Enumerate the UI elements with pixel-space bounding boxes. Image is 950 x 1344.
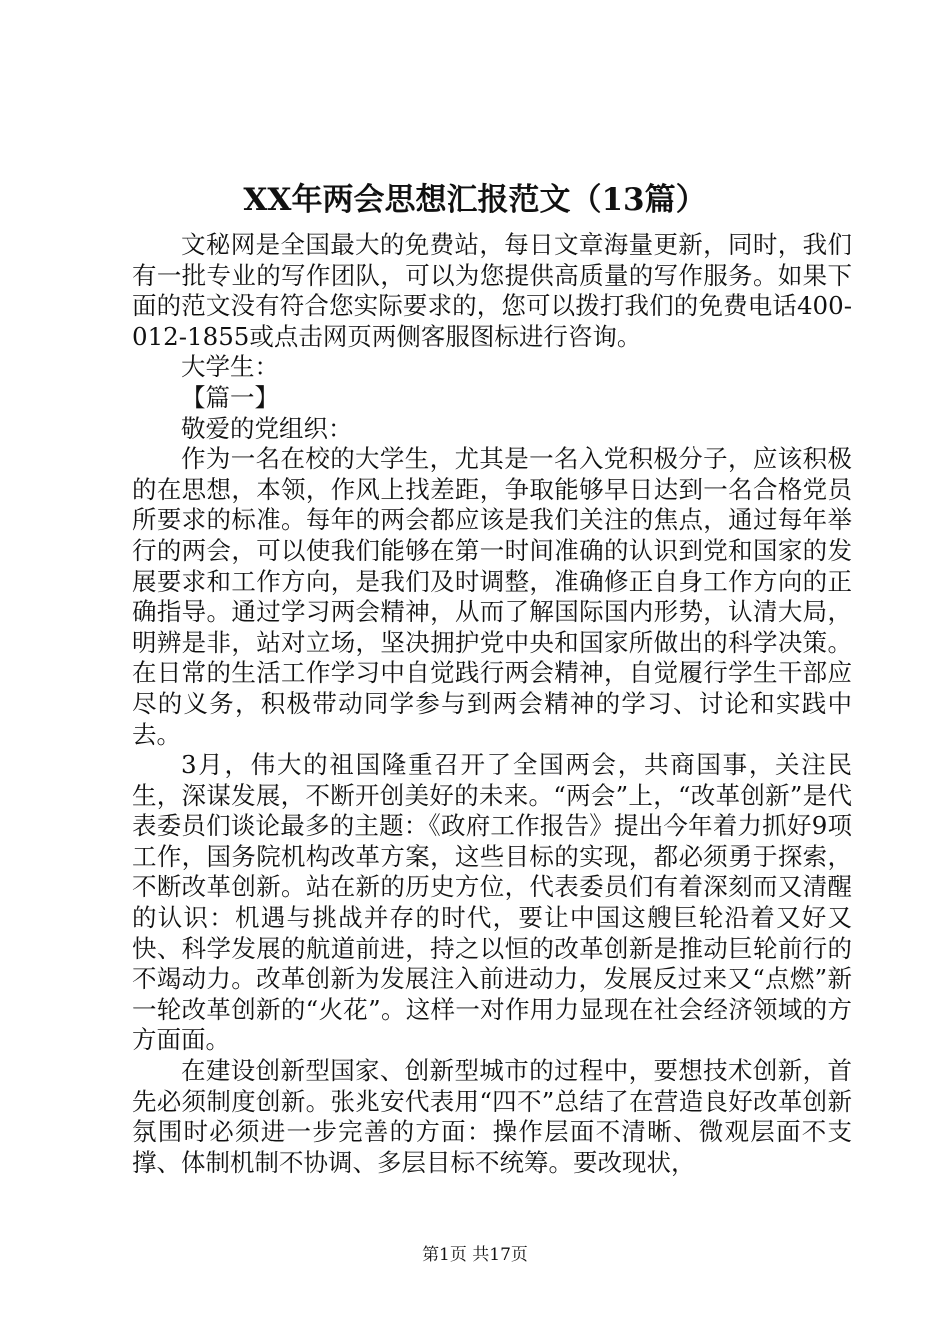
- document-title: XX年两会思想汇报范文（13篇）: [243, 182, 707, 218]
- intro-paragraph: 文秘网是全国最大的免费站，每日文章海量更新，同时，我们有一批专业的写作团队，可以为您提供高质量的写作服务。如果下面的范文没有符合您实际要求的，您可以拨打我们的免费电话400-012-1855或点击网页两侧客服图标进行咨询。: [132, 230, 852, 351]
- document-body: [132, 230, 852, 1178]
- audience-label: 大学生：: [181, 352, 279, 382]
- salutation: 敬爱的党组织：: [181, 413, 353, 443]
- body-paragraph: 3月，伟大的祖国隆重召开了全国两会，共商国事，关注民生，深谋发展，不断开创美好的未来。“两会”上，“改革创新”是代表委员们谈论最多的主题：《政府工作报告》提出今年着力抓好9项工作，国务院机构改革方案，这些目标的实现，都必须勇于探索，不断改革创新。站在新的历史方位，代表委员们有着深刻而又清醒的认识：机遇与挑战并存的时代，要让中国这艘巨轮沿着又好又快、科学发展的航道前进，持之以恒的改革创新是推动巨轮前行的不竭动力。改革创新为发展注入前进动力，发展反过来又“点燃”新一轮改革创新的“火花”。这样一对作用力显现在社会经济领域的方方面面。: [132, 750, 852, 1055]
- body-paragraph: 作为一名在校的大学生，尤其是一名入党积极分子，应该积极的在思想，本领，作风上找差距，争取能够早日达到一名合格党员所要求的标准。每年的两会都应该是我们关注的焦点，通过每年举行的两会，可以使我们能够在第一时间准确的认识到党和国家的发展要求和工作方向，是我们及时调整，准确修正自身工作方向的正确指导。通过学习两会精神，从而了解国际国内形势，认清大局，明辨是非，站对立场，坚决拥护党中央和国家所做出的科学决策。在日常的生活工作学习中自觉践行两会精神，自觉履行学生干部应尽的义务，积极带动同学参与到两会精神的学习、讨论和实践中去。: [132, 444, 852, 749]
- section-heading: 【篇一】: [181, 382, 279, 412]
- body-paragraph: 在建设创新型国家、创新型城市的过程中，要想技术创新，首先必须制度创新。张兆安代表用“四不”总结了在营造良好改革创新氛围时必须进一步完善的方面：操作层面不清晰、微观层面不支撑、体制机制不协调、多层目标不统筹。要改现状，: [132, 1056, 852, 1177]
- page-number: 第1页 共17页: [422, 1245, 528, 1265]
